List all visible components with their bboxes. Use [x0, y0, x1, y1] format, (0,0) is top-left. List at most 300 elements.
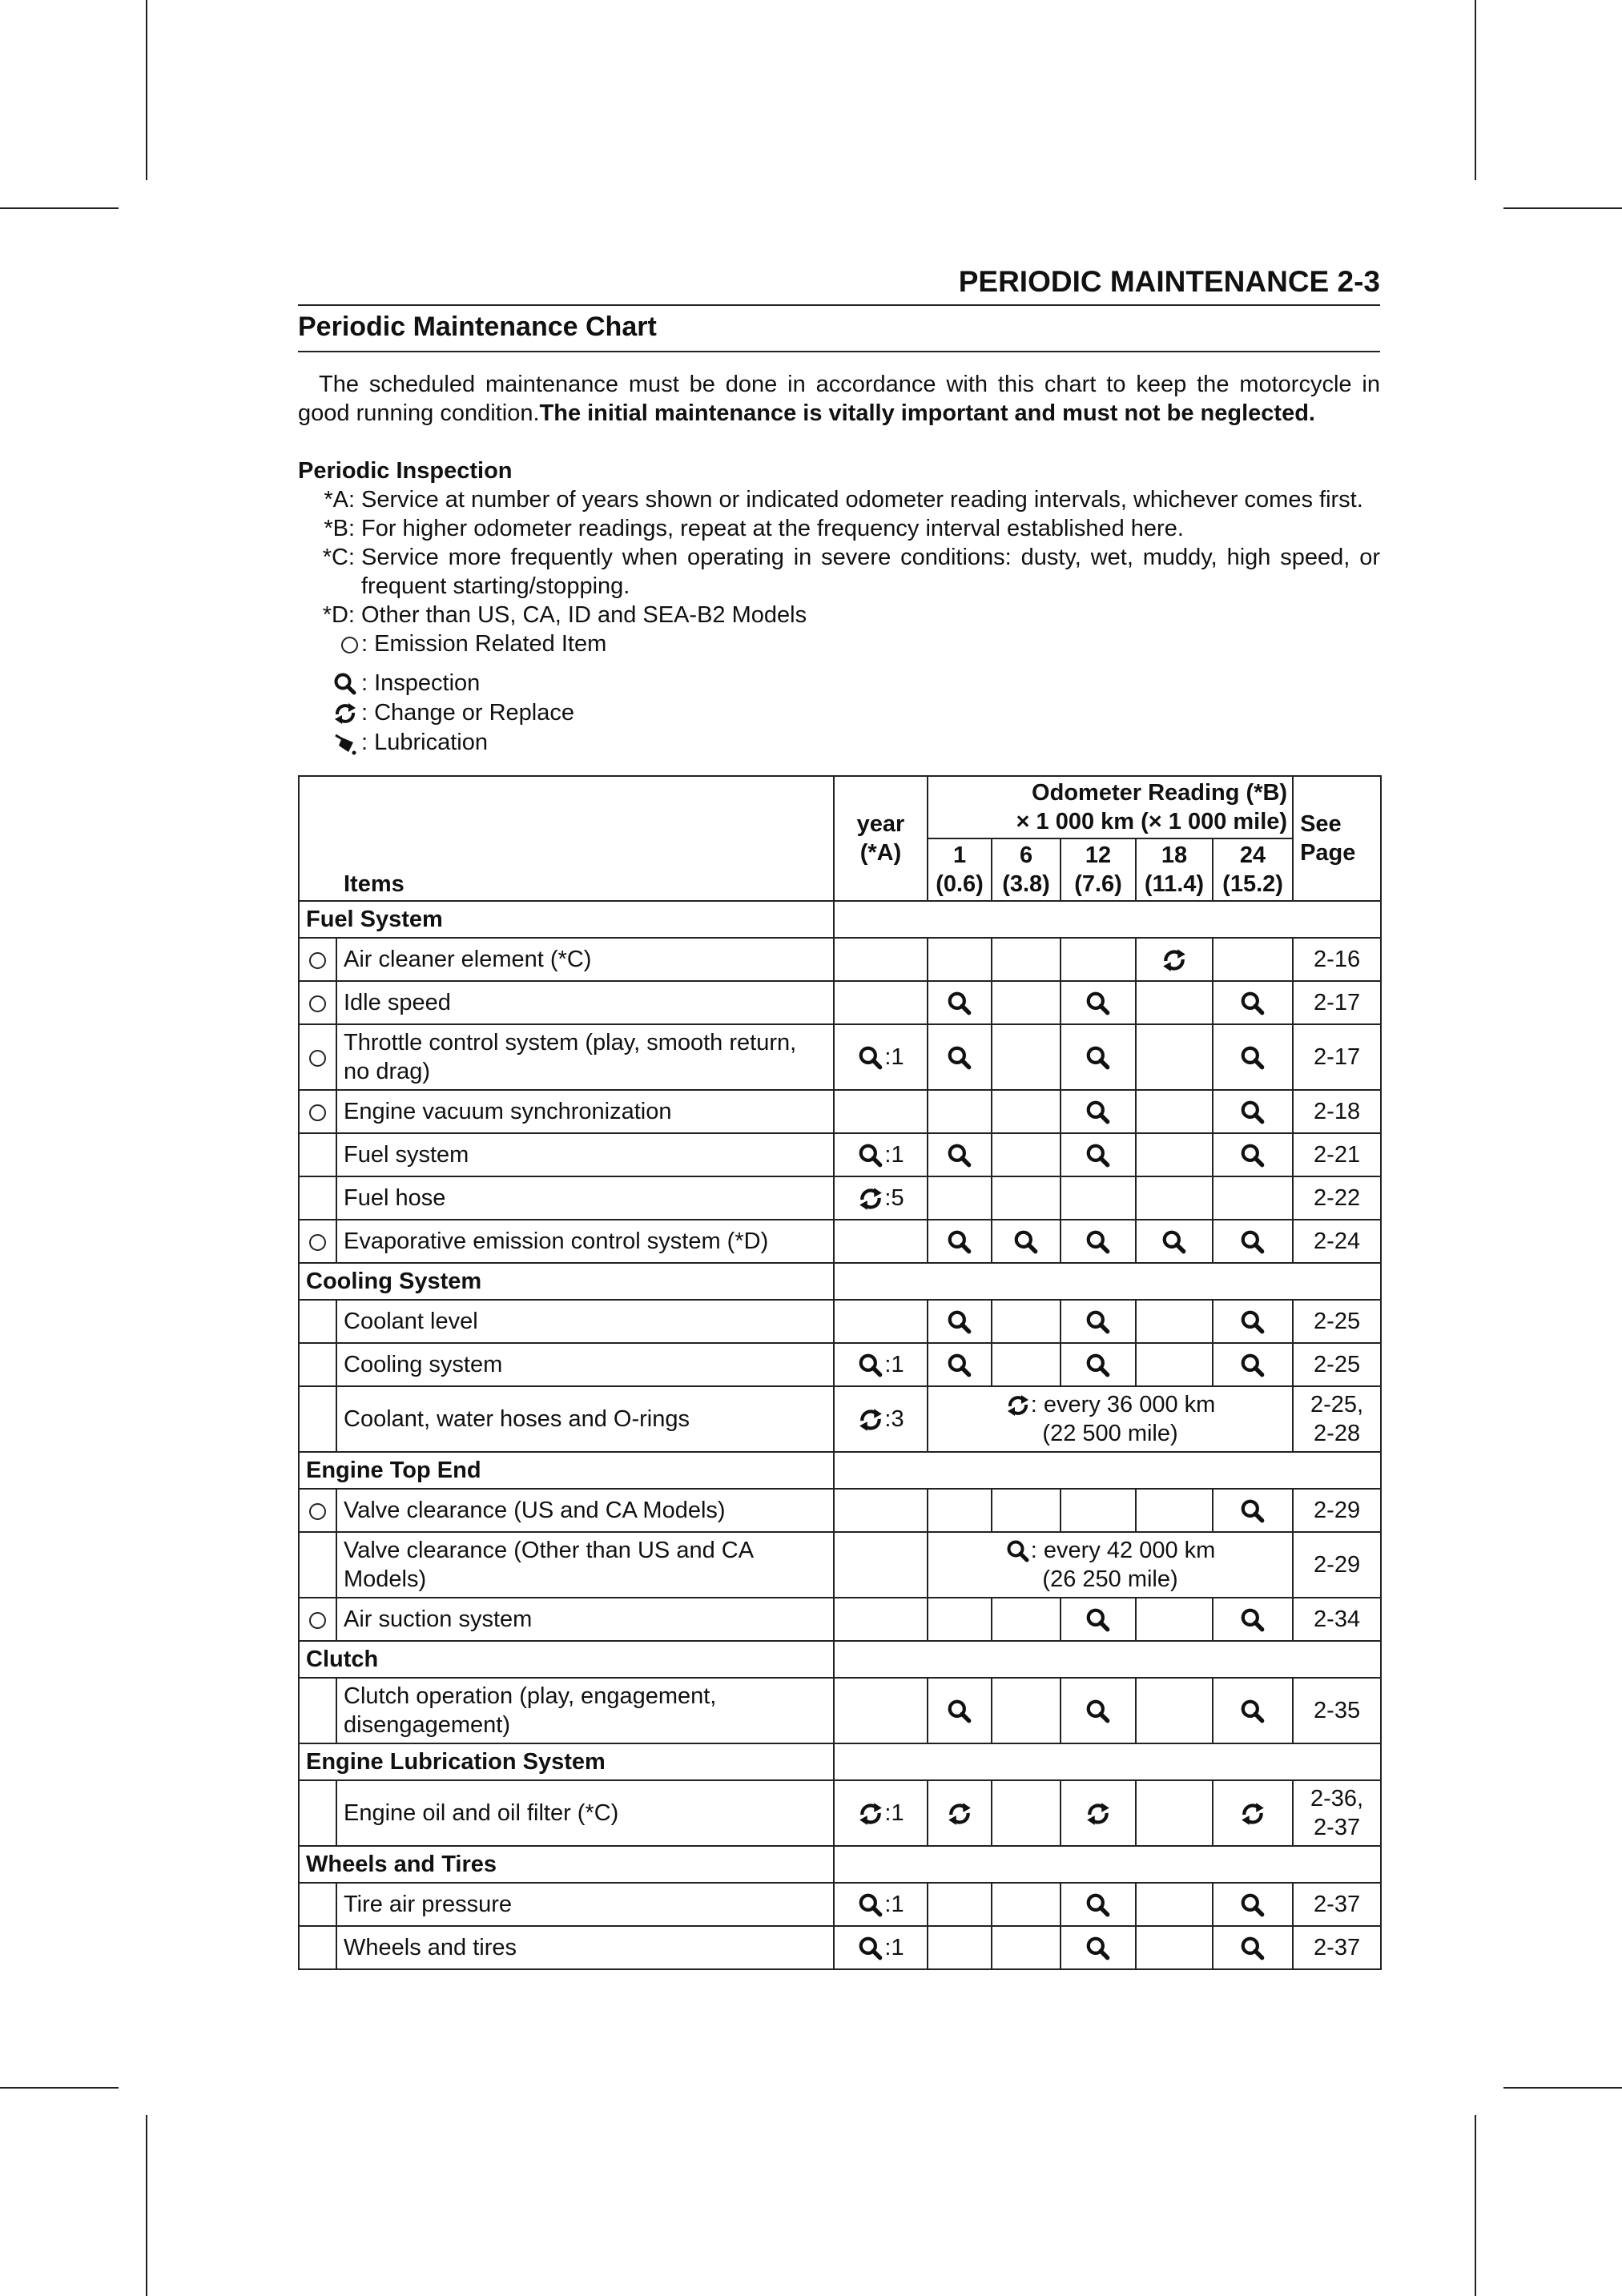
odometer-cell — [992, 1024, 1061, 1090]
inspection-icon — [1085, 1142, 1112, 1169]
change-replace-icon — [1005, 1393, 1031, 1418]
inspection-icon — [946, 1044, 973, 1072]
note-key: *A: — [324, 487, 355, 513]
lubrication-icon — [332, 730, 358, 756]
emission-legend-label: : Emission Related Item — [361, 631, 607, 657]
table-row — [299, 1386, 1381, 1452]
emission-circle-icon — [309, 995, 326, 1012]
see-page-ref: 2-16 — [1314, 947, 1361, 972]
section-row — [299, 1452, 1381, 1489]
year-cell — [834, 938, 928, 981]
year-cell — [834, 1489, 928, 1532]
note-text: Other than US, CA, ID and SEA-B2 Models — [361, 602, 807, 628]
interval-span-cell — [928, 1532, 1293, 1598]
table-row — [299, 981, 1381, 1024]
table-row — [299, 1532, 1381, 1598]
change-replace-icon — [857, 1185, 884, 1212]
odometer-cell — [1213, 938, 1293, 981]
inspection-icon — [1085, 1309, 1112, 1336]
item-name: Cooling system — [336, 1343, 834, 1386]
table-row — [299, 1133, 1381, 1176]
emission-cell — [299, 1678, 336, 1743]
see-page-cell — [1293, 1678, 1381, 1743]
odometer-cell — [992, 1300, 1061, 1343]
odometer-cell — [1061, 1780, 1136, 1846]
see-page-cell — [1293, 1343, 1381, 1386]
see-page-ref: 2-36, — [1310, 1786, 1364, 1811]
crop-mark — [1475, 2115, 1476, 2296]
inspection-icon — [946, 1142, 973, 1169]
inspection-icon — [1085, 1892, 1112, 1919]
section-filler — [834, 1846, 1381, 1883]
odometer-cell — [1136, 938, 1213, 981]
odometer-mile: (15.2) — [1222, 871, 1283, 897]
odometer-cell — [1136, 981, 1213, 1024]
interval-text: : every 36 000 km — [1030, 1392, 1216, 1417]
inspection-icon — [1239, 1228, 1266, 1256]
year-interval: :3 — [884, 1405, 904, 1432]
change-replace-icon — [857, 1406, 884, 1433]
year-header-line: year — [856, 811, 905, 837]
odometer-cell — [1213, 981, 1293, 1024]
note-text: Service at number of years shown or indicated odometer reading intervals, whichever comes first. — [361, 487, 1363, 513]
crop-mark — [1475, 0, 1476, 180]
see-page-ref: 2-29 — [1314, 1552, 1361, 1578]
table-row — [299, 1024, 1381, 1090]
inspection-icon — [1012, 1228, 1040, 1256]
year-cell — [834, 1678, 928, 1743]
emission-cell — [299, 1780, 336, 1846]
crop-mark — [1503, 207, 1622, 209]
year-cell — [834, 1598, 928, 1641]
emission-circle-icon — [341, 637, 358, 653]
emission-circle-icon — [309, 1503, 326, 1520]
odometer-mile: (3.8) — [1002, 871, 1050, 897]
emission-cell — [299, 938, 336, 981]
note-text: For higher odometer readings, repeat at the frequency interval established here. — [361, 516, 1184, 541]
emission-cell — [299, 1343, 336, 1386]
change-replace-icon — [332, 701, 358, 726]
table-head-row — [299, 776, 1381, 838]
odometer-cell — [928, 1176, 992, 1220]
inspection-icon — [946, 1228, 973, 1256]
odometer-cell — [928, 938, 992, 981]
inspection-icon — [1085, 1228, 1112, 1256]
year-header — [834, 776, 928, 901]
legend-item — [298, 669, 1380, 698]
inspection-icon — [1239, 1309, 1266, 1336]
inspection-icon — [1239, 1935, 1266, 1962]
year-cell — [834, 1532, 928, 1598]
emission-circle-icon — [309, 1050, 326, 1067]
year-cell — [834, 1883, 928, 1926]
section-row — [299, 1743, 1381, 1780]
see-page-cell — [1293, 981, 1381, 1024]
emission-cell — [299, 1598, 336, 1641]
table-row — [299, 1780, 1381, 1846]
odometer-cell — [992, 1090, 1061, 1133]
section-filler — [834, 1263, 1381, 1300]
odometer-cell — [928, 1090, 992, 1133]
section-name: Wheels and Tires — [299, 1846, 834, 1883]
odometer-cell — [928, 1883, 992, 1926]
item-name: Coolant level — [336, 1300, 834, 1343]
odometer-column-header — [1061, 838, 1136, 901]
interval-text: : every 42 000 km — [1030, 1538, 1216, 1563]
see-page-cell — [1293, 1176, 1381, 1220]
odometer-cell — [1213, 1678, 1293, 1743]
legend-label: : Lubrication — [361, 730, 488, 755]
inspection-note — [298, 514, 1380, 543]
crop-mark — [146, 0, 147, 180]
table-row — [299, 1678, 1381, 1743]
year-interval: :1 — [884, 1799, 904, 1826]
year-cell — [834, 1343, 928, 1386]
inspection-icon — [1239, 1606, 1266, 1634]
section-row — [299, 1263, 1381, 1300]
inspection-icon — [1239, 1698, 1266, 1725]
odometer-header-line: Odometer Reading (*B) — [1032, 780, 1288, 806]
table-row — [299, 1489, 1381, 1532]
see-page-ref: 2-29 — [1314, 1498, 1361, 1523]
odometer-cell — [1213, 1780, 1293, 1846]
page-header: PERIODIC MAINTENANCE 2-3 — [958, 265, 1380, 298]
odometer-column-header — [992, 838, 1061, 901]
inspection-icon — [1085, 1044, 1112, 1072]
odometer-km: 24 — [1239, 842, 1266, 868]
odometer-cell — [1061, 1343, 1136, 1386]
odometer-cell — [1136, 1090, 1213, 1133]
inspection-icon — [1239, 990, 1266, 1017]
section-filler — [834, 1743, 1381, 1780]
section-name: Engine Lubrication System — [299, 1743, 834, 1780]
table-row — [299, 1090, 1381, 1133]
year-interval: :1 — [884, 1043, 904, 1070]
see-page-cell — [1293, 1780, 1381, 1846]
odometer-cell — [1136, 1343, 1213, 1386]
inspection-icon — [1005, 1538, 1031, 1564]
inspection-icon — [1085, 1698, 1112, 1725]
odometer-cell — [1061, 1598, 1136, 1641]
section-row — [299, 1846, 1381, 1883]
odometer-mile: (0.6) — [936, 871, 984, 897]
odometer-cell — [992, 1343, 1061, 1386]
emission-circle-icon — [309, 1234, 326, 1251]
see-page-cell — [1293, 938, 1381, 981]
odometer-cell — [1213, 1598, 1293, 1641]
see-page-ref: 2-22 — [1314, 1185, 1361, 1211]
inspection-icon — [1161, 1228, 1188, 1256]
odometer-cell — [1213, 1883, 1293, 1926]
odometer-cell — [992, 1598, 1061, 1641]
odometer-cell — [992, 1489, 1061, 1532]
odometer-cell — [1213, 1220, 1293, 1263]
emission-circle-icon — [309, 1104, 326, 1121]
odometer-cell — [1213, 1489, 1293, 1532]
odometer-header — [928, 776, 1293, 838]
odometer-cell — [928, 1678, 992, 1743]
odometer-cell — [1136, 1300, 1213, 1343]
section-row — [299, 1641, 1381, 1678]
interval-line — [933, 1390, 1287, 1419]
odometer-header-line: × 1 000 km (× 1 000 mile) — [1016, 809, 1288, 834]
inspection-note — [298, 601, 1380, 629]
item-name: Air suction system — [336, 1598, 834, 1641]
odometer-km: 1 — [952, 842, 967, 868]
year-cell — [834, 1133, 928, 1176]
page — [298, 264, 1380, 1970]
note-key: *C: — [322, 545, 355, 570]
inspection-icon — [1239, 1352, 1266, 1379]
year-cell — [834, 1386, 928, 1452]
section-name: Cooling System — [299, 1263, 834, 1300]
note-key: *B: — [324, 516, 355, 541]
legend-label: : Change or Replace — [361, 700, 574, 726]
odometer-cell — [928, 1489, 992, 1532]
see-page-cell — [1293, 1386, 1381, 1452]
emission-cell — [299, 1926, 336, 1969]
emission-cell — [299, 1176, 336, 1220]
odometer-cell — [1136, 1883, 1213, 1926]
see-page-ref: 2-28 — [1314, 1421, 1361, 1446]
see-page-cell — [1293, 1220, 1381, 1263]
item-name: Tire air pressure — [336, 1883, 834, 1926]
odometer-cell — [1136, 1926, 1213, 1969]
interval-span-cell — [928, 1386, 1293, 1452]
inspection-icon — [946, 990, 973, 1017]
section-row — [299, 901, 1381, 938]
see-page-ref: 2-21 — [1314, 1142, 1361, 1168]
see-page-ref: 2-18 — [1314, 1099, 1361, 1124]
odometer-cell — [1136, 1489, 1213, 1532]
inspection-icon — [946, 1309, 973, 1336]
odometer-km: 6 — [1019, 842, 1033, 868]
odometer-column-header — [1213, 838, 1293, 901]
inspection-icon — [857, 1892, 884, 1919]
intro-paragraph — [298, 370, 1380, 428]
year-header-line: (*A) — [859, 840, 902, 866]
see-page-ref: 2-25 — [1314, 1309, 1361, 1334]
section-name: Fuel System — [299, 901, 834, 938]
year-interval: :1 — [884, 1934, 904, 1960]
odometer-cell — [1136, 1678, 1213, 1743]
see-page-cell — [1293, 1300, 1381, 1343]
inspection-icon — [946, 1698, 973, 1725]
table-row — [299, 1176, 1381, 1220]
odometer-cell — [928, 1780, 992, 1846]
note-key: *D: — [322, 602, 355, 628]
odometer-cell — [1061, 1090, 1136, 1133]
crop-mark — [0, 2087, 119, 2089]
section-filler — [834, 1452, 1381, 1489]
change-replace-icon — [946, 1800, 973, 1828]
odometer-cell — [928, 1220, 992, 1263]
year-cell — [834, 1220, 928, 1263]
see-page-ref: 2-37 — [1314, 1935, 1361, 1960]
table-row — [299, 1300, 1381, 1343]
odometer-cell — [1061, 1024, 1136, 1090]
section-name: Engine Top End — [299, 1452, 834, 1489]
odometer-mile: (11.4) — [1144, 871, 1205, 897]
inspection-icon — [946, 1352, 973, 1379]
see-page-ref: 2-17 — [1314, 990, 1361, 1015]
inspection-icon — [1239, 1892, 1266, 1919]
year-cell — [834, 1780, 928, 1846]
inspection-icon — [857, 1142, 884, 1169]
year-interval: :5 — [884, 1184, 904, 1211]
odometer-cell — [992, 1780, 1061, 1846]
inspection-notes — [298, 485, 1380, 629]
year-interval: :1 — [884, 1351, 904, 1377]
odometer-cell — [1061, 1489, 1136, 1532]
year-cell — [834, 1926, 928, 1969]
odometer-cell — [992, 1220, 1061, 1263]
see-page-ref: 2-34 — [1314, 1606, 1361, 1632]
item-name: Valve clearance (Other than US and CA Models) — [336, 1532, 834, 1598]
inspection-icon — [1239, 1498, 1266, 1525]
item-name: Idle speed — [336, 981, 834, 1024]
item-name: Clutch operation (play, engagement, disengagement) — [336, 1678, 834, 1743]
legend-item — [298, 728, 1380, 758]
odometer-cell — [1213, 1090, 1293, 1133]
table-row — [299, 938, 1381, 981]
emission-cell — [299, 1090, 336, 1133]
odometer-cell — [1061, 1883, 1136, 1926]
odometer-column-header — [1136, 838, 1213, 901]
odometer-cell — [928, 1300, 992, 1343]
change-replace-icon — [857, 1800, 884, 1828]
odometer-cell — [1136, 1598, 1213, 1641]
emission-cell — [299, 1489, 336, 1532]
odometer-cell — [1061, 1678, 1136, 1743]
table-row — [299, 1926, 1381, 1969]
odometer-column-header — [928, 838, 992, 901]
year-interval: :1 — [884, 1141, 904, 1168]
see-page-ref: 2-24 — [1314, 1228, 1361, 1254]
year-cell — [834, 1300, 928, 1343]
emission-cell — [299, 1532, 336, 1598]
item-name: Air cleaner element (*C) — [336, 938, 834, 981]
emission-cell — [299, 1133, 336, 1176]
odometer-cell — [992, 1678, 1061, 1743]
odometer-cell — [1061, 1926, 1136, 1969]
inspection-icon — [1085, 1352, 1112, 1379]
change-replace-icon — [1085, 1800, 1112, 1828]
interval-line — [933, 1536, 1287, 1565]
odometer-cell — [928, 981, 992, 1024]
odometer-cell — [1213, 1300, 1293, 1343]
see-page-cell — [1293, 1926, 1381, 1969]
inspection-icon — [857, 1935, 884, 1962]
table-row — [299, 1598, 1381, 1641]
odometer-cell — [1136, 1780, 1213, 1846]
item-name: Valve clearance (US and CA Models) — [336, 1489, 834, 1532]
item-name: Engine vacuum synchronization — [336, 1090, 834, 1133]
crop-mark — [146, 2115, 147, 2296]
odometer-cell — [1061, 1176, 1136, 1220]
see-page-header-line: See — [1300, 811, 1342, 837]
odometer-cell — [928, 1343, 992, 1386]
change-replace-icon — [1239, 1800, 1266, 1828]
inspection-icon — [1085, 990, 1112, 1017]
see-page-cell — [1293, 1532, 1381, 1598]
crop-mark — [1503, 2087, 1622, 2089]
see-page-cell — [1293, 1133, 1381, 1176]
interval-mile: (26 250 mile) — [1042, 1566, 1178, 1592]
odometer-cell — [1213, 1343, 1293, 1386]
see-page-cell — [1293, 1489, 1381, 1532]
item-name: Throttle control system (play, smooth return, no drag) — [336, 1024, 834, 1090]
item-name: Coolant, water hoses and O-rings — [336, 1386, 834, 1452]
items-header: Items — [299, 776, 834, 901]
odometer-cell — [1061, 1220, 1136, 1263]
odometer-cell — [1136, 1133, 1213, 1176]
inspection-icon — [1085, 1606, 1112, 1634]
odometer-cell — [1136, 1176, 1213, 1220]
note-text: Service more frequently when operating in severe conditions: dusty, wet, muddy, high speed, or frequent starting/stopping. — [361, 545, 1380, 599]
odometer-mile: (7.6) — [1074, 871, 1122, 897]
odometer-cell — [928, 1024, 992, 1090]
inspection-icon — [1239, 1044, 1266, 1072]
odometer-cell — [1213, 1024, 1293, 1090]
emission-cell — [299, 1220, 336, 1263]
see-page-ref: 2-37 — [1314, 1815, 1361, 1840]
emission-circle-icon — [309, 1612, 326, 1629]
section-filler — [834, 901, 1381, 938]
emission-circle-icon — [309, 952, 326, 969]
see-page-cell — [1293, 1090, 1381, 1133]
year-interval: :1 — [884, 1891, 904, 1917]
year-cell — [834, 1090, 928, 1133]
interval-mile: (22 500 mile) — [1042, 1421, 1178, 1446]
odometer-cell — [1136, 1220, 1213, 1263]
see-page-ref: 2-37 — [1314, 1892, 1361, 1917]
odometer-cell — [928, 1133, 992, 1176]
odometer-cell — [992, 1176, 1061, 1220]
table-row — [299, 1220, 1381, 1263]
odometer-cell — [992, 981, 1061, 1024]
inspection-heading: Periodic Inspection — [298, 458, 513, 484]
inspection-icon — [1085, 1099, 1112, 1126]
odometer-cell — [1061, 1133, 1136, 1176]
odometer-cell — [928, 1926, 992, 1969]
chart-title: Periodic Maintenance Chart — [298, 312, 657, 342]
see-page-cell — [1293, 1883, 1381, 1926]
odometer-km: 18 — [1161, 842, 1188, 868]
odometer-cell — [992, 1883, 1061, 1926]
symbol-legend — [298, 669, 1380, 758]
odometer-cell — [1061, 1300, 1136, 1343]
inspection-icon — [1085, 1935, 1112, 1962]
see-page-cell — [1293, 1598, 1381, 1641]
odometer-cell — [992, 1926, 1061, 1969]
odometer-km: 12 — [1085, 842, 1112, 868]
see-page-header-line: Page — [1300, 840, 1356, 866]
inspection-icon — [1239, 1142, 1266, 1169]
item-name: Evaporative emission control system (*D) — [336, 1220, 834, 1263]
change-replace-icon — [1161, 947, 1188, 974]
inspection-note — [298, 485, 1380, 514]
emission-cell — [299, 1024, 336, 1090]
year-cell — [834, 981, 928, 1024]
maintenance-table — [298, 775, 1382, 1970]
emission-cell — [299, 1883, 336, 1926]
odometer-cell — [1213, 1926, 1293, 1969]
intro-bold-text: The initial maintenance is vitally important and must not be neglected. — [539, 400, 1315, 426]
item-name: Fuel hose — [336, 1176, 834, 1220]
see-page-ref: 2-35 — [1314, 1698, 1361, 1723]
odometer-cell — [992, 938, 1061, 981]
